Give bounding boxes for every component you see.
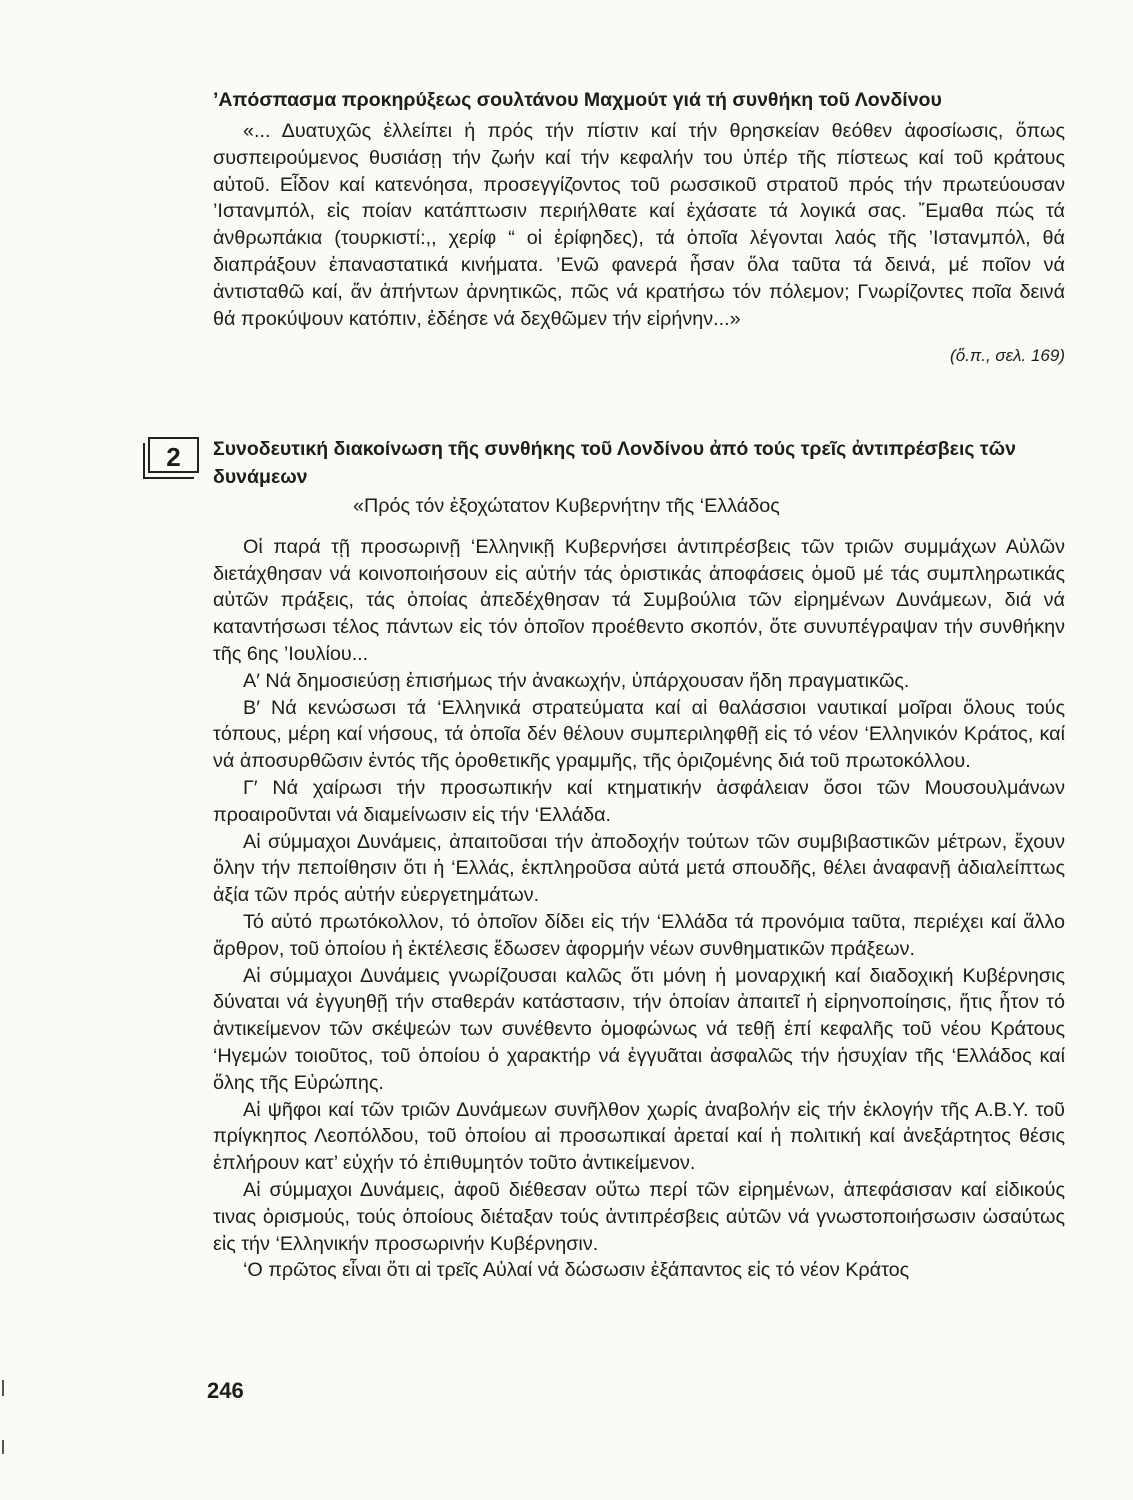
section-block: [213, 435, 1065, 1284]
paragraph: Οἱ παρά τῇ προσωρινῇ ‘Ελληνικῇ Κυβερνήσει ἀντιπρέσβεις τῶν τριῶν συμμάχων Αὐλῶν διετάχθησαν νά κοινοποιήσουν εἰς αὐτήν τάς ὁριστικάς ἀποφάσεις ὁμοῦ μέ τάς συμπληρωτικάς αὐτῶν πράξεις, τάς ὁποίας ἀπεδέχθησαν τά Συμβούλια τῶν εἰρημένων Δυνάμεων, διά νά καταντήσωσι τέλος πάντων εἰς τόν ὁποῖον προέθεντο σκοπόν, ὅτε συνυπέγραψαν τήν συνθήκην τῆς 6ης ’Ιουλίου...: [213, 535, 1065, 665]
excerpt-block: [213, 86, 1065, 366]
section-body: [213, 534, 1065, 1284]
paragraph: Αἱ σύμμαχοι Δυνάμεις, ἀφοῦ διέθεσαν οὕτω περί τῶν εἰρημένων, ἀπεφάσισαν καί εἰδικούς τινας ὁρισμούς, τούς ὁποίους διέταξαν τούς ἀντιπρέσβεις αὐτῶν νά γνωστοποιήσωσιν ὡσαύτως εἰς τήν ‘Ελληνικήν προσωρινήν Κυβέρνησιν.: [213, 1178, 1065, 1255]
excerpt-title: ’Απόσπασμα προκηρύξεως σουλτάνου Μαχμούτ γιά τή συνθήκη τοῦ Λονδίνου: [213, 89, 942, 111]
paragraph: Γ′ Νά χαίρωσι τήν προσωπικήν καί κτηματικήν ἀσφάλειαν ὅσοι τῶν Μουσουλμάνων προαιροῦνται νά διαμείνωσιν εἰς τήν ‘Ελλάδα.: [213, 776, 1065, 826]
paragraph: Αἱ ψῆφοι καί τῶν τριῶν Δυνάμεων συνῆλθον χωρίς ἀναβολήν εἰς τήν ἐκλογήν τῆς Α.Β.Υ. τοῦ πρίγκηπος Λεοπόλδου, τοῦ ὁποίου αἱ προσωπικαί ἀρεταί καί ἡ πολιτική καί ἀνεξάρτητος θέσις ἐπλήρουν κατ’ εὐχήν τό ἐπιθυμητόν τοῦτο ἀντικείμενον.: [213, 1098, 1065, 1175]
scan-edge-mark: [2, 1440, 4, 1454]
paragraph: Β′ Νά κενώσωσι τά ‘Ελληνικά στρατεύματα καί αἱ θαλάσσιοι ναυτικαί μοῖραι ὅλους τούς τόπους, μέρη καί νήσους, τά ὁποῖα δέν θέλουν συμπεριληφθῇ εἰς τό νέον ‘Ελληνικόν Κράτος, καί νά ἀποσυρθῶσιν ἐντός τῆς ὁροθετικῆς γραμμῆς, τῆς ὁριζομένης διά τοῦ πρωτοκόλλου.: [213, 696, 1065, 773]
paragraph: ‘Ο πρῶτος εἶναι ὅτι αἱ τρεῖς Αὐλαί νά δώσωσιν ἐξάπαντος εἰς τό νέον Κράτος: [243, 1259, 910, 1282]
excerpt-citation: (ὅ.π., σελ. 169): [950, 346, 1065, 366]
paragraph: Α′ Νά δημοσιεύσῃ ἐπισήμως τήν ἀνακωχήν, ὑπάρχουσαν ἤδη πραγματικῶς.: [243, 669, 910, 692]
paragraph: Αἱ σύμμαχοι Δυνάμεις, ἀπαιτοῦσαι τήν ἀποδοχήν τούτων τῶν συμβιβαστικῶν μέτρων, ἔχουν ὅλην τήν πεποίθησιν ὅτι ἡ ‘Ελλάς, ἐκπληροῦσα αὐτά μετά σπουδῆς, θέλει ἀναφανῇ ἀδιαλείπτως ἀξία τῶν πρός αὐτήν εὐεργετημάτων.: [213, 830, 1065, 907]
section-number-box: 2: [148, 437, 199, 473]
section-title: Συνοδευτική διακοίνωση τῆς συνθήκης τοῦ Λονδίνου ἀπό τούς τρεῖς ἀντιπρέσβεις τῶν δυνάμεων: [213, 438, 1016, 488]
scan-edge-mark: [2, 1380, 4, 1396]
page-number: 246: [207, 1378, 244, 1403]
paragraph: Τό αὐτό πρωτόκολλον, τό ὁποῖον δίδει εἰς τήν ‘Ελλάδα τά προνόμια ταῦτα, περιέχει καί ἄλλο ἄρθρον, τοῦ ὁποίου ἡ ἐκτέλεσις ἔδωσεν ἀφορμήν νέων συνθηματικῶν πράξεων.: [213, 910, 1065, 960]
paragraph: Αἱ σύμμαχοι Δυνάμεις γνωρίζουσαι καλῶς ὅτι μόνη ἡ μοναρχική καί διαδοχική Κυβέρνησις δύναται νά ἐγγυηθῇ τήν σταθεράν κατάστασιν, τήν ὁποίαν ἀπαιτεῖ ἡ εἰρηνοποίησις, ἥτις ἦτον τό ἀντικείμενον τῶν σκέψεών των συνέθεντο ὁμοφώνως νά τεθῇ ἐπί κεφαλῆς τοῦ νέου Κράτους ‘Ηγεμών τοιοῦτος, τοῦ ὁποίου ὁ χαρακτήρ νά ἐγγυᾶται ἀσφαλῶς τήν ἡσυχίαν τῆς ‘Ελλάδος καί ὅλης τῆς Εὐρώπης.: [213, 964, 1065, 1094]
section-salutation: «Πρός τόν ἐξοχώτατον Κυβερνήτην τῆς ‘Ελλάδος: [353, 495, 780, 517]
excerpt-body: «... Δυατυχῶς ἐλλείπει ἡ πρός τήν πίστιν καί τήν θρησκείαν θεόθεν ἀφοσίωσις, ὅπως συσπειρούμενος θυσιάσῃ τήν ζωήν καί τήν κεφαλήν του ὑπέρ τῆς πίστεως καί τοῦ κράτους αὐτοῦ. Εἶδον καί κατενόησα, προσεγγίζοντος τοῦ ρωσσικοῦ στρατοῦ πρός τήν πρωτεύουσαν ’Ισταvμπόλ, εἰς ποίαν κατάπτωσιν περιήλθατε καί ἐχάσατε τά λογικά σας. ῎Εμαθα πώς τά ἀνθρωπάκια (τουρκιστί:,, χερίφ “ οἱ ἐρίφηδες), τά ὁποῖα λέγονται λαός τῆς ’Ισταvμπόλ, θά διαπράξουν ἐπαναστατικά κινήματα. ’Ενῶ φανερά ἦσαν ὅλα ταῦτα τά δεινά, μέ ποῖον νά ἀντισταθῶ καί, ἄν ἀπήντων ἀρνητικῶς, πῶς νά κρατήσω τόν πόλεμον; Γνωρίζοντες ποῖα δεινά θά προκύψουν κατόπιν, ἐδέησε νά δεχθῶμεν τήν εἰρήνην...»: [213, 120, 1065, 330]
